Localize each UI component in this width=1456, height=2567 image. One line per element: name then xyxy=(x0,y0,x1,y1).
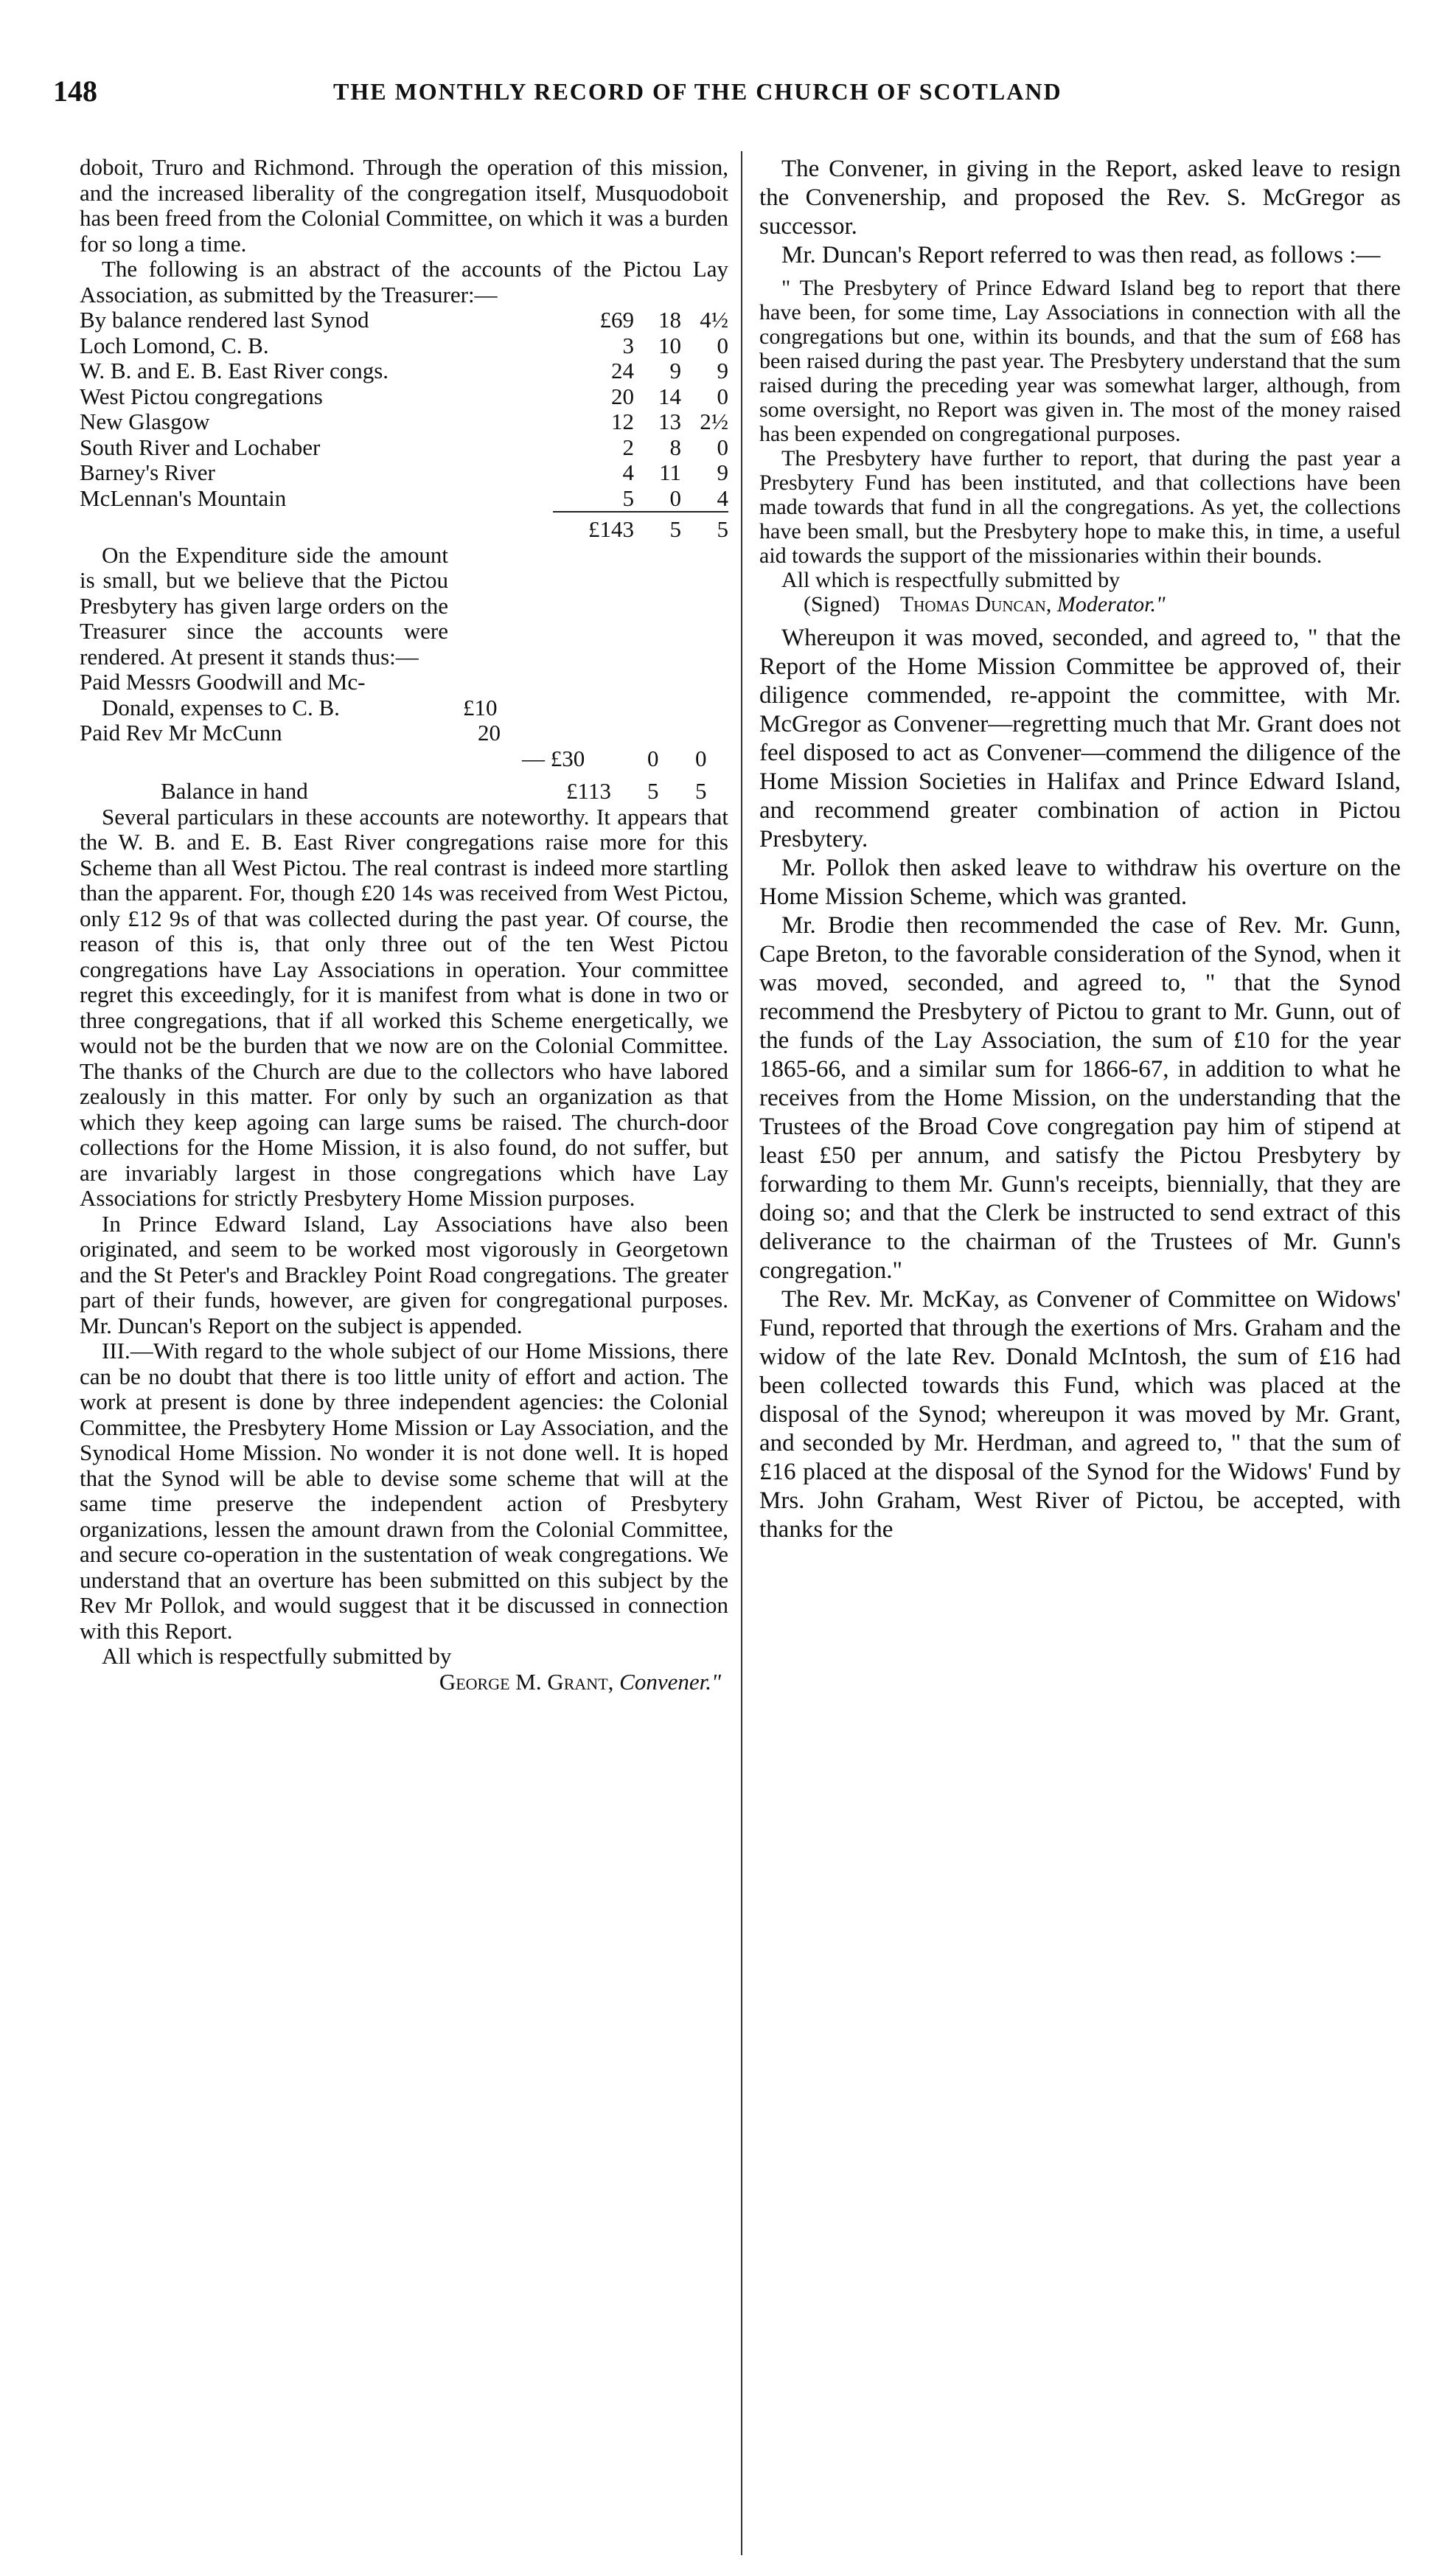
accounts-row-label: By balance rendered last Synod xyxy=(80,307,369,333)
accounts-row-pounds: 5 xyxy=(622,484,634,511)
accounts-row-pence: 0 xyxy=(717,434,728,460)
quoted-signature xyxy=(759,592,1401,616)
accounts-row-label: W. B. and E. B. East River congs. xyxy=(80,358,389,383)
signed-label: (Signed) xyxy=(804,592,880,616)
quoted-paragraph: The Presbytery have further to report, that during the past year a Presbytery Fund has been instituted, and that collections have been made towards that fund in all the congregations. As yet, the collections have been small, but the Presbytery hope to make this, in time, a useful aid towards the support of the missionaries within their bounds. xyxy=(759,446,1401,568)
accounts-row xyxy=(80,384,728,410)
accounts-row-pence: 2½ xyxy=(700,409,728,434)
accounts-row-pence: 0 xyxy=(717,332,728,358)
expense-line xyxy=(80,720,728,746)
paragraph: The Convener, in giving in the Report, asked leave to resign the Convenership, and proposed the Rev. S. McGregor as successor. xyxy=(759,156,1401,240)
expense-amount: £10 xyxy=(463,694,498,720)
accounts-row-pounds: 24 xyxy=(611,358,634,383)
total-pence: 5 xyxy=(681,512,728,543)
accounts-row-pounds: 3 xyxy=(622,332,634,358)
expense-total-pence: 0 xyxy=(695,745,707,771)
balance-pounds: £113 xyxy=(566,778,611,804)
accounts-row xyxy=(80,460,728,486)
accounts-row-label: New Glasgow xyxy=(80,409,210,434)
paragraph: The following is an abstract of the accounts of the Pictou Lay Association, as submitted by the Treasurer:— xyxy=(80,256,728,308)
accounts-table-body xyxy=(80,308,728,512)
quoted-paragraph: All which is respectfully submitted by xyxy=(781,568,1121,592)
page-number: 148 xyxy=(53,74,97,108)
paragraph: Several particulars in these accounts are noteworthy. It appears that the W. B. and E. B. East River congregations raise more for this Scheme than all West Pictou. The real contrast is indeed more startling than the apparent. For, though £20 14s was received from West Pictou, only £12 9s of that was collected during the past year. Of course, the reason of this is, that only three out of the ten West Pictou congregations have Lay Associations in operation. Your committee regret this exceedingly, for it is manifest from what is done in two or three congregations, that if all worked this Scheme energetically, we would not be the burden that we now are on the Colonial Committee. The thanks of the Church are due to the collectors who have labored zealously in this matter. For only by such an organization as that which they keep agoing can large sums be raised. The church-door collections for the Home Mission, it is also found, do not suffer, but are invariably largest in those congregations which have Lay Associations for strictly Presbytery Home Mission purposes. xyxy=(80,803,728,1211)
accounts-row-label: Barney's River xyxy=(80,459,215,485)
accounts-row xyxy=(80,435,728,461)
accounts-row-label: McLennan's Mountain xyxy=(80,485,287,511)
signed-title: Moderator." xyxy=(1056,592,1166,616)
accounts-row-pence: 4 xyxy=(717,484,728,511)
paragraph: III.—With regard to the whole subject of our Home Missions, there can be no doubt that there is too little unity of effort and action. The work at present is done by three independent agencies: the Colonial Committee, the Presbytery Home Mission or Lay Association, and the Synodical Home Mission. No wonder it is not done well. It is hoped that the Synod will be able to devise some scheme that will at the same time preserve the independent action of Presbytery organizations, lessen the amount drawn from the Colonial Committee, and secure co-operation in the sustentation of weak congregations. We understand that an overture has been submitted on this subject by the Rev Mr Pollok, and would suggest that it be discussed in connection with this Report. xyxy=(80,1338,728,1644)
signature-line xyxy=(80,1670,728,1695)
accounts-row-pounds: £69 xyxy=(599,307,634,333)
quoted-report xyxy=(759,276,1401,616)
accounts-row-shillings: 11 xyxy=(659,459,681,485)
expense-total-line xyxy=(80,746,728,772)
accounts-row-pence: 9 xyxy=(717,358,728,383)
left-column xyxy=(80,155,728,1695)
accounts-row-pounds: 2 xyxy=(622,434,634,460)
expenditure-section xyxy=(80,543,728,805)
accounts-row-shillings: 9 xyxy=(669,358,681,383)
right-column xyxy=(759,155,1401,1544)
expense-line xyxy=(80,670,728,695)
accounts-row-label: South River and Lochaber xyxy=(80,434,321,460)
accounts-row-pounds: 20 xyxy=(611,383,634,409)
paragraph: Whereupon it was moved, seconded, and agreed to, " that the Report of the Home Mission Committee be approved of, their diligence commended, re-appoint the committee, with Mr. McGregor as Convener—regretting much that Mr. Grant does not feel disposed to act as Convener—commend the diligence of the Home Mission Societies in Halifax and Prince Edward Island, and recommend greater combination of action in Pictou Presbytery. xyxy=(759,625,1401,852)
paragraph: In Prince Edward Island, Lay Associations have also been originated, and seem to be worked most vigorously in Georgetown and the St Peter's and Brackley Point Road congregations. The greater part of their funds, however, are given for congregational purposes. Mr. Duncan's Report on the subject is appended. xyxy=(80,1210,728,1338)
accounts-row-shillings: 0 xyxy=(669,484,681,511)
paragraph: Mr. Brodie then recommended the case of Rev. Mr. Gunn, Cape Breton, to the favorable consideration of the Synod, when it was moved, seconded, and agreed to, " that the Synod recommend the Presbytery of Pictou to grant to Mr. Gunn, out of the funds of the Lay Association, the sum of £10 for the year 1865-66, and a similar sum for 1866-67, in addition to what he receives from the Home Mission, on the understanding that the Trustees of the Broad Cove congregation pay him of stipend at least £50 per annum, and satisfy the Pictou Presbytery by forwarding to them Mr. Gunn's receipts, biennially, that they are doing so; and that the Clerk be instructed to send extract of this deliverance to the chairman of the Trustees of Mr. Gunn's congregation." xyxy=(759,912,1401,1284)
expense-label: Paid Rev Mr McCunn xyxy=(80,720,282,746)
expense-total-pounds: — £30 xyxy=(522,745,585,771)
balance-pence: 5 xyxy=(695,778,707,804)
accounts-table xyxy=(80,308,728,543)
accounts-row-shillings: 10 xyxy=(658,332,681,358)
expense-label: Paid Messrs Goodwill and Mc- xyxy=(80,669,366,695)
paragraph: The Rev. Mr. McKay, as Convener of Committee on Widows' Fund, reported that through the exertions of Mrs. Graham and the widow of the late Rev. Donald McIntosh, the sum of £16 had been collected towards this Fund, which was placed at the disposal of the Synod; whereupon it was moved by Mr. Grant, and seconded by Mr. Herdman, and agreed to, " that the sum of £16 placed at the disposal of the Synod for the Widows' Fund by Mrs. John Graham, West River of Pictou, be accepted, with thanks for the xyxy=(759,1286,1401,1543)
accounts-row-label: Loch Lomond, C. B. xyxy=(80,332,269,358)
accounts-row xyxy=(80,486,728,513)
accounts-row xyxy=(80,308,728,333)
accounts-row xyxy=(80,333,728,359)
paragraph: All which is respectfully submitted by xyxy=(102,1643,452,1669)
accounts-row-pounds: 4 xyxy=(622,459,634,485)
accounts-row xyxy=(80,358,728,384)
accounts-row-shillings: 8 xyxy=(669,434,681,460)
accounts-row xyxy=(80,409,728,435)
signature-title: Convener." xyxy=(619,1668,721,1695)
quoted-paragraph: " The Presbytery of Prince Edward Island beg to report that there have been, for some time, Lay Associations in connection with all the congregations but one, within its bounds, and that the sum of £68 has been raised during the past year. The Presbytery understand that the sum raised during the preceding year was somewhat larger, although, from some oversight, no Report was given in. The most of the money raised has been expended on congregational purposes. xyxy=(759,276,1401,446)
accounts-total-row xyxy=(80,512,728,543)
paragraph: Mr. Pollok then asked leave to withdraw his overture on the Home Mission Scheme, which was granted. xyxy=(759,855,1401,910)
expense-total-shillings: 0 xyxy=(647,745,659,771)
accounts-row-shillings: 13 xyxy=(658,409,681,434)
accounts-row-pence: 4½ xyxy=(700,307,728,333)
expense-amount: 20 xyxy=(478,720,501,746)
total-pounds: £143 xyxy=(553,512,634,543)
accounts-row-label: West Pictou congregations xyxy=(80,383,323,409)
signed-name: Thomas Duncan, xyxy=(899,592,1052,616)
balance-label: Balance in hand xyxy=(161,778,308,804)
signature-name: George M. Grant, xyxy=(439,1668,614,1695)
total-shillings: 5 xyxy=(634,512,681,543)
balance-shillings: 5 xyxy=(647,778,659,804)
running-title: THE MONTHLY RECORD OF THE CHURCH OF SCOTLAND xyxy=(333,78,1062,105)
accounts-row-shillings: 14 xyxy=(658,383,681,409)
column-divider xyxy=(741,151,742,2555)
balance-line xyxy=(80,779,728,805)
accounts-row-pounds: 12 xyxy=(611,409,634,434)
accounts-row-pence: 9 xyxy=(717,459,728,485)
accounts-row-shillings: 18 xyxy=(658,307,681,333)
accounts-row-pence: 0 xyxy=(717,383,728,409)
paragraph: On the Expenditure side the amount is small, but we believe that the Pictou Presbytery has given large orders on the Treasurer since the accounts were rendered. At present it stands thus:— xyxy=(80,541,448,670)
paragraph: doboit, Truro and Richmond. Through the operation of this mission, and the increased liberality of the congregation itself, Musquodoboit has been freed from the Colonial Committee, on which it was a burden for so long a time. xyxy=(80,155,728,257)
expense-line xyxy=(80,695,728,721)
page-header xyxy=(53,74,1402,118)
paragraph: Mr. Duncan's Report referred to was then read, as follows :— xyxy=(781,242,1381,268)
expense-label: Donald, expenses to C. B. xyxy=(102,694,340,720)
